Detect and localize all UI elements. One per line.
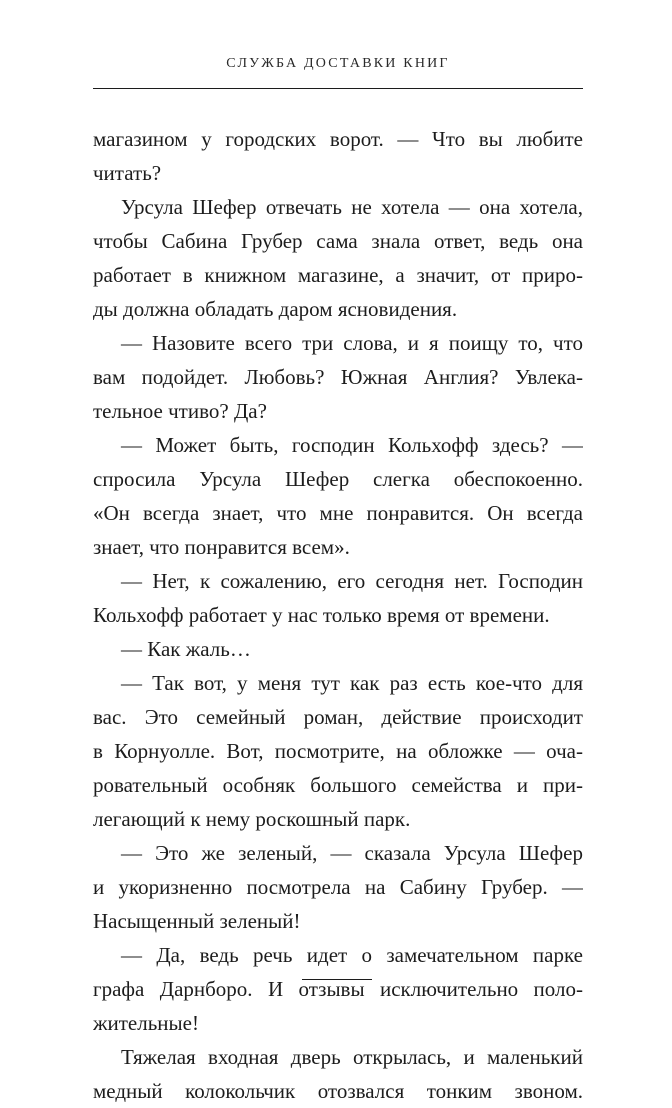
text-line: знает, что понравится всем». [93, 535, 350, 559]
text-line: «Он всегда знает, что мне понравится. Он всегда [93, 501, 583, 525]
text-line: магазином у городских ворот. — Что вы любите [93, 127, 583, 151]
text-line: чтобы Сабина Грубер сама знала ответ, ведь она [93, 229, 583, 253]
text-line: в Корнуолле. Вот, посмотрите, на обложке — оча- [93, 739, 583, 763]
text-line: — Так вот, у меня тут как раз есть кое-что для [121, 671, 583, 695]
text-line: вас. Это семейный роман, действие происходит [93, 705, 583, 729]
text-line: работает в книжном магазине, а значит, от приро- [93, 263, 583, 287]
text-line: Тяжелая входная дверь открылась, и маленький [121, 1045, 583, 1069]
text-line: читать? [93, 161, 162, 185]
text-line: — Как жаль… [121, 637, 251, 661]
text-line: вам подойдет. Любовь? Южная Англия? Увлека- [93, 365, 583, 389]
text-line: — Да, ведь речь идет о замечательном парке [121, 943, 583, 967]
text-line: — Это же зеленый, — сказала Урсула Шефер [121, 841, 583, 865]
text-line: медный колокольчик отозвался тонким звоном. [93, 1079, 583, 1103]
text-line: Кольхофф работает у нас только время от времени. [93, 603, 550, 627]
text-line: — Назовите всего три слова, и я поищу то, что [121, 331, 583, 355]
text-line: ды должна обладать даром ясновидения. [93, 297, 458, 321]
text-line: легающий к нему роскошный парк. [93, 807, 411, 831]
text-line: Урсула Шефер отвечать не хотела — она хотела, [121, 195, 583, 219]
running-head-title: СЛУЖБА ДОСТАВКИ КНИГ [226, 56, 450, 71]
text-line: ровательный особняк большого семейства и при- [93, 773, 583, 797]
text-line: — Нет, к сожалению, его сегодня нет. Господин [121, 569, 583, 593]
text-line: — Может быть, господин Кольхофф здесь? — [121, 433, 583, 457]
text-line: спросила Урсула Шефер слегка обеспокоенно. [93, 467, 583, 491]
text-line: и укоризненно посмотрела на Сабину Грубер. — [93, 875, 583, 899]
text-line: графа Дарнборо. И отзывы исключительно поло- [93, 977, 583, 1001]
header-rule [93, 88, 583, 89]
body-text [93, 122, 583, 1108]
text-line: Насыщенный зеленый! [93, 909, 301, 933]
text-line: тельное чтиво? Да? [93, 399, 267, 423]
footer-rule [302, 979, 372, 980]
text-line: жительные! [93, 1011, 199, 1035]
